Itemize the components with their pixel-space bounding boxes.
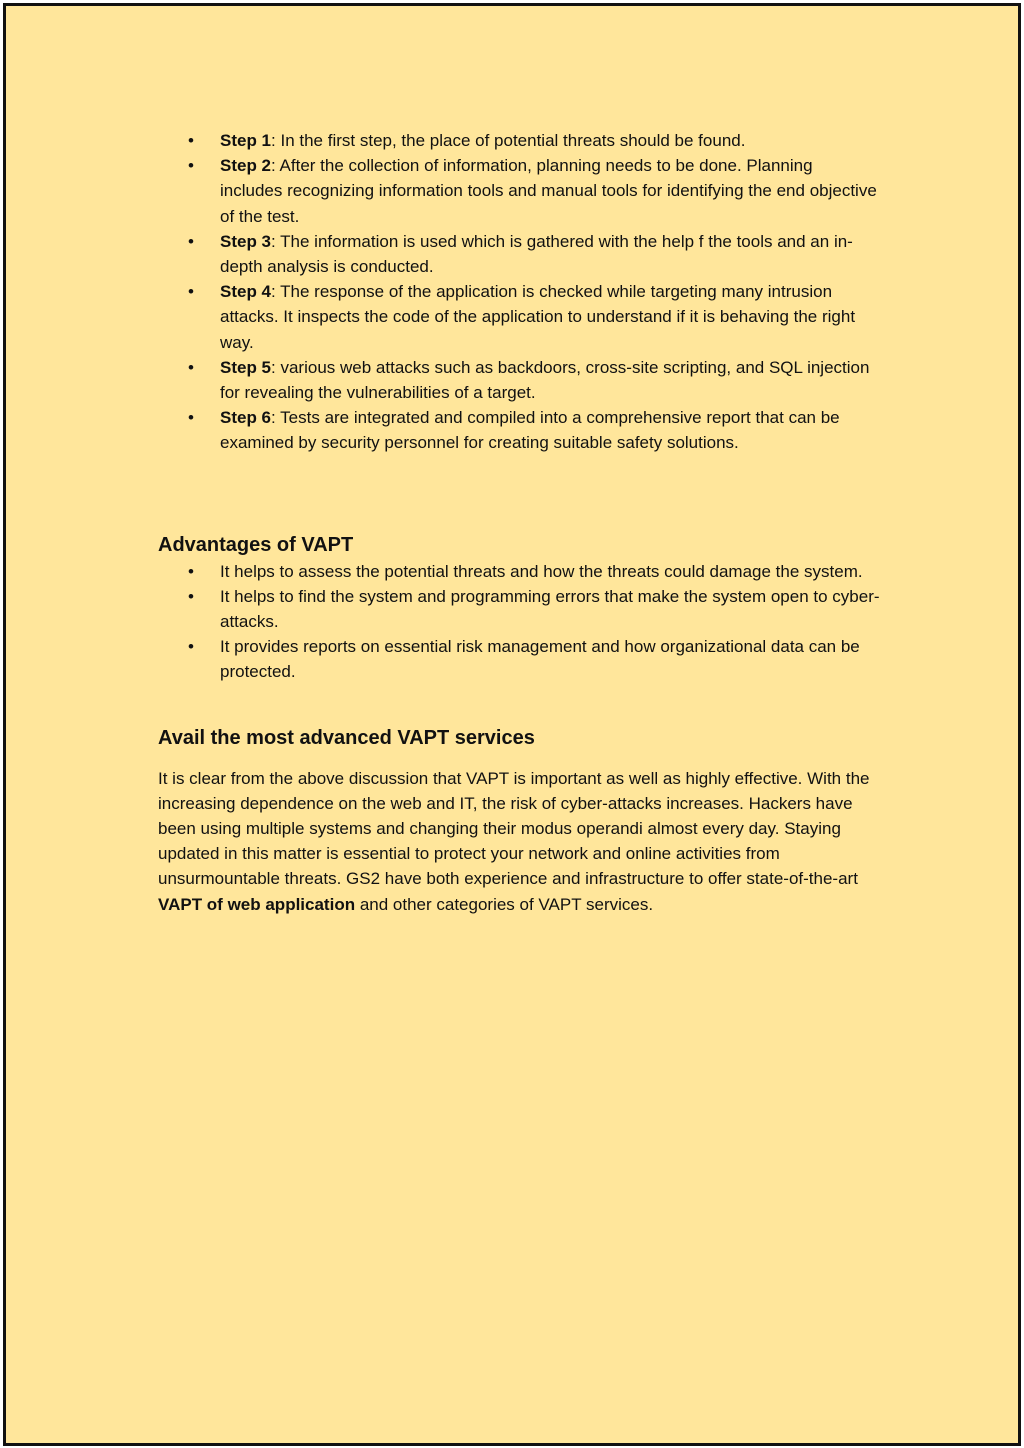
list-item-advantage: • It provides reports on essential risk management and how organizational data can be protected. [158,634,898,684]
avail-paragraph [158,766,888,917]
step-text: : In the first step, the place of potential threats should be found. [271,131,746,150]
advantages-heading: Advantages of VAPT [158,533,354,556]
step-text: : After the collection of information, planning needs to be done. Planning includes recognizing information tools and manual tools for identifying the end objective of the test. [220,156,877,226]
list-item-step-1 [158,128,878,153]
step-label: Step 2 [220,156,272,176]
steps-list [158,128,878,456]
page-content [158,128,898,934]
step-label: Step 1 [220,131,272,150]
paragraph-text: It is clear from the above discussion that VAPT is important as well as highly effective. With the increasing dependence on the web and IT, the risk of cyber-attacks increases. Hackers have been using multiple systems and changing their modus operandi almost every day. Staying updated in this matter is essential to protect your network and online activities from unsurmountable threats. GS2 have both experience and infrastructure to offer state-of-the-art [158,768,870,889]
list-item-advantage: • It helps to assess the potential threats and how the threats could damage the system. [158,559,898,584]
list-item-advantage: • It helps to find the system and programming errors that make the system open to cyber-attacks. [158,584,898,634]
list-item-step-3 [158,229,878,279]
step-label: Step 5 [220,357,272,377]
step-text: : The information is used which is gathered with the help f the tools and an in-depth analysis is conducted. [220,231,853,277]
list-item-step-4 [158,279,878,355]
paragraph-bold-text: VAPT of web application [158,894,356,914]
document-page [3,3,1021,1446]
paragraph-text-end: and other categories of VAPT services. [355,894,654,914]
step-label: Step 3 [220,231,272,251]
step-text: : The response of the application is checked while targeting many intrusion attacks. It inspects the code of the application to understand if it is behaving the right way. [220,282,856,352]
step-text: : Tests are integrated and compiled into a comprehensive report that can be examined by security personnel for creating suitable safety solutions. [220,408,840,453]
list-item-step-5 [158,355,878,405]
avail-heading: Avail the most advanced VAPT services [158,726,535,749]
list-item-step-6 [158,405,878,455]
list-item-step-2 [158,153,878,229]
step-label: Step 6 [220,408,272,428]
advantages-list [158,559,898,685]
step-text: : various web attacks such as backdoors, cross-site scripting, and SQL injection for revealing the vulnerabilities of a target. [220,357,870,403]
step-label: Step 4 [220,282,272,302]
